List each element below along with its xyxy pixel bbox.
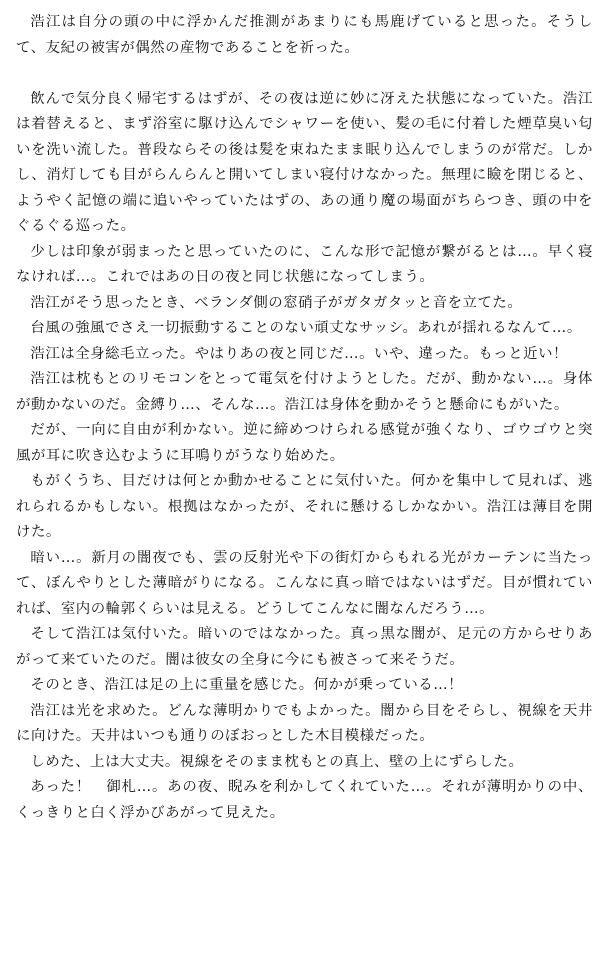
paragraph-10: 暗い…。新月の闇夜でも、雲の反射光や下の街灯からもれる光がカーテンに当たって、ぼんやりとした薄暗がりになる。こんなに真っ暗ではないはずだ。目が慣れていれば、室内の輪郭くらいは見える。どうしてこんなに闇なんだろう…。 (16, 549, 593, 617)
paragraph-1: 浩江は自分の頭の中に浮かんだ推測があまりにも馬鹿げていると思った。そうして、友紀の被害が偶然の産物であることを祈った。 (16, 14, 593, 56)
paragraph-11: そして浩江は気付いた。暗いのではなかった。真っ黒な闇が、足元の方からせりあがって来ていたのだ。闇は彼女の全身に今にも被さって来そうだ。 (16, 626, 593, 668)
paragraph-8: だが、一向に自由が利かない。逆に締めつけられる感覚が強くなり、ゴウゴウと突風が耳に吹き込むように耳鳴りがうなり始めた。 (16, 422, 593, 464)
paragraph-9: もがくうち、目だけは何とか動かせることに気付いた。何かを集中して見れば、逃れられるかもしない。根拠はなかったが、それに懸けるしかなかい。浩江は薄目を開けた。 (16, 473, 593, 540)
paragraph-5: 台風の強風でさえ一切振動することのない頑丈なサッシ。あれが揺れるなんて…。 (30, 320, 582, 336)
paragraph-15: あった！ 御札…。あの夜、睨みを利かしてくれていた…。それが薄明かりの中、くっきりと白く浮かびあがって見えた。 (16, 779, 593, 821)
paragraph-14: しめた、上は大丈夫。視線をそのまま枕もとの真上、壁の上にずらした。 (30, 753, 524, 770)
paragraph-7: 浩江は枕もとのリモコンをとって電気を付けようとした。だが、動かない…。身体が動かないのだ。金縛り…、そんな…。浩江は身体を動かそうと懸命にもがいた。 (16, 371, 593, 413)
paragraph-2: 飲んで気分良く帰宅するはずが、その夜は逆に妙に冴えた状態になっていた。浩江は着替えると、まず浴室に駆け込んでシャワーを使い、髪の毛に付着した煙草臭い匂いを洗い流した。普段ならその後は髪を束ねたまま眠り込んでしまうのが常だ。しかし、消灯しても目がらんらんと開いてしまい寝付けなかった。無理に瞼を閉じると、ようやく記憶の端に追いやっていたはずの、あの通り魔の場面がちらつき、頭の中をぐるぐる巡った。 (16, 90, 593, 234)
paragraph-6: 浩江は全身総毛立った。やはりあの夜と同じだ…。いや、違った。もっと近い！ (30, 345, 568, 362)
paragraph-13: 浩江は光を求めた。どんな薄明かりでもよかった。闇から目をそらし、視線を天井に向けた。天井はいつも通りのぼおっとした木目模様だった。 (16, 702, 593, 744)
paragraph-4: 浩江がそう思ったとき、ベランダ側の窓硝子がガタガタッと音を立てた。 (30, 294, 523, 311)
paragraph-3: 少しは印象が弱まったと思っていたのに、こんな形で記憶が繋がるとは…。早く寝なければ…。これではあの日の夜と同じ状態になってしまう。 (16, 243, 593, 285)
paragraph-12: そのとき、浩江は足の上に重量を感じた。何かが乗っている…！ (30, 677, 464, 693)
blank-line (16, 61, 593, 87)
